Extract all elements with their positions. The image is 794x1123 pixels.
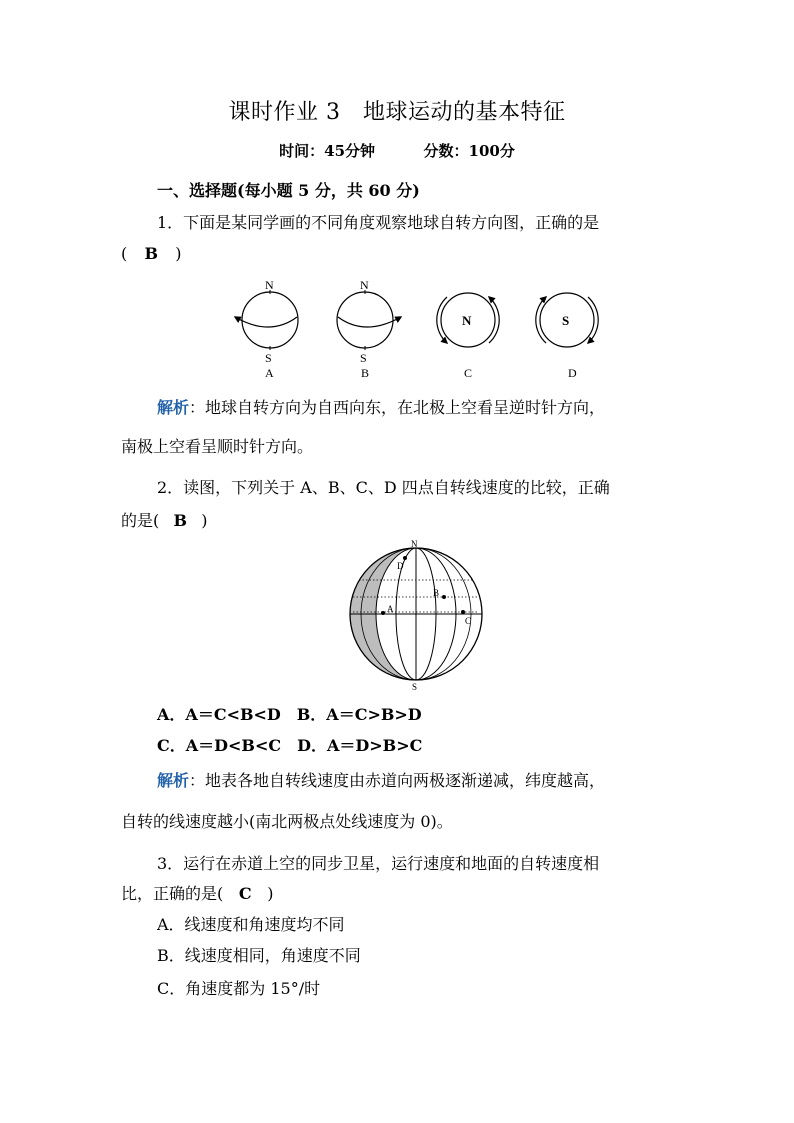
q3-stem-line1: 3．运行在赤道上空的同步卫星，运行速度和地面的自转速度相 — [157, 854, 600, 873]
point-c-label: C — [465, 616, 472, 626]
q2-analysis-line1 — [157, 770, 605, 792]
q2-stem-prefix: 的是( — [121, 511, 160, 530]
point-a-dot — [381, 611, 385, 615]
diagram-a-north: N — [265, 278, 274, 292]
score-value: 100 — [468, 142, 500, 160]
q2-options-line1: A．A＝C<B<D B．A＝C>B>D — [157, 705, 422, 724]
time-value: 45 — [324, 142, 346, 160]
q1-analysis-label: 解析 — [157, 398, 190, 417]
q1-answer-line — [121, 243, 182, 265]
point-a-label: A — [387, 604, 394, 614]
q1-analysis-line2: 南极上空看呈顺时针方向。 — [121, 437, 314, 456]
q3-answer: C — [238, 884, 252, 903]
q3-stem-prefix: 比，正确的是( — [121, 884, 224, 903]
q2-analysis-line2: 自转的线速度越小(南北两极点处线速度为 0)。 — [121, 812, 453, 831]
q3-option-c: C．角速度都为 15°/时 — [157, 979, 321, 998]
diagram-b-label: B — [361, 366, 370, 380]
q1-stem-line1: 1．下面是某同学画的不同角度观察地球自转方向图，正确的是 — [157, 213, 600, 232]
point-c-dot — [461, 610, 465, 614]
page-title: 课时作业 3 地球运动的基本特征 — [228, 100, 566, 125]
q3-option-b: B．线速度相同，角速度不同 — [157, 946, 361, 965]
q2-answer: B — [173, 511, 188, 530]
q1-analysis-line1 — [157, 397, 605, 419]
q3-option-a: A．线速度和角速度均不同 — [157, 915, 345, 934]
diagram-d — [536, 293, 598, 380]
q2-stem-line2 — [121, 510, 208, 532]
q1-analysis-text1: ：地球自转方向为自西向东，在北极上空看呈逆时针方向， — [189, 398, 606, 417]
diagram-c — [437, 293, 499, 380]
diagram-d-center: S — [562, 313, 570, 328]
diagram-b — [337, 278, 401, 380]
q2-analysis-label: 解析 — [157, 771, 190, 790]
q1-paren-open: ( — [121, 244, 128, 263]
diagram-c-label: C — [464, 366, 473, 380]
score-unit: 分 — [499, 142, 515, 160]
point-b-dot — [442, 595, 446, 599]
diagram-b-south: S — [360, 351, 367, 365]
diagram-a-south: S — [265, 351, 272, 365]
q2-analysis-text1: ：地表各地自转线速度由赤道向两极逐渐递减，纬度越高， — [189, 771, 606, 790]
diagram-c-center: N — [462, 313, 472, 328]
time-score-line — [0, 140, 794, 161]
time-unit: 分钟 — [345, 142, 376, 160]
diagram-d-label: D — [568, 366, 577, 380]
globe-south: S — [412, 682, 418, 692]
point-d-label: D — [397, 561, 404, 571]
q1-rotation-figure — [225, 275, 615, 385]
score-label: 分数： — [423, 142, 469, 160]
diagram-b-north: N — [360, 278, 369, 292]
diagram-a — [235, 278, 298, 380]
q1-answer: B — [144, 244, 159, 263]
globe-north: N — [411, 540, 418, 549]
q2-stem-line1: 2．读图，下列关于 A、B、C、D 四点自转线速度的比较，正确 — [157, 478, 610, 497]
q2-globe-figure — [345, 540, 490, 695]
point-d-dot — [403, 556, 407, 560]
q3-paren-close: ) — [267, 884, 274, 903]
q2-options-line2: C．A＝D<B<C D．A＝D>B>C — [157, 736, 423, 755]
q2-paren-close: ) — [201, 511, 208, 530]
section-heading: 一、选择题(每小题 5 分，共 60 分) — [157, 181, 420, 200]
point-b-label: B — [433, 588, 440, 598]
q1-paren-close: ) — [175, 244, 182, 263]
diagram-a-label: A — [265, 366, 274, 380]
q3-stem-line2 — [121, 883, 274, 905]
time-label: 时间： — [279, 142, 325, 160]
